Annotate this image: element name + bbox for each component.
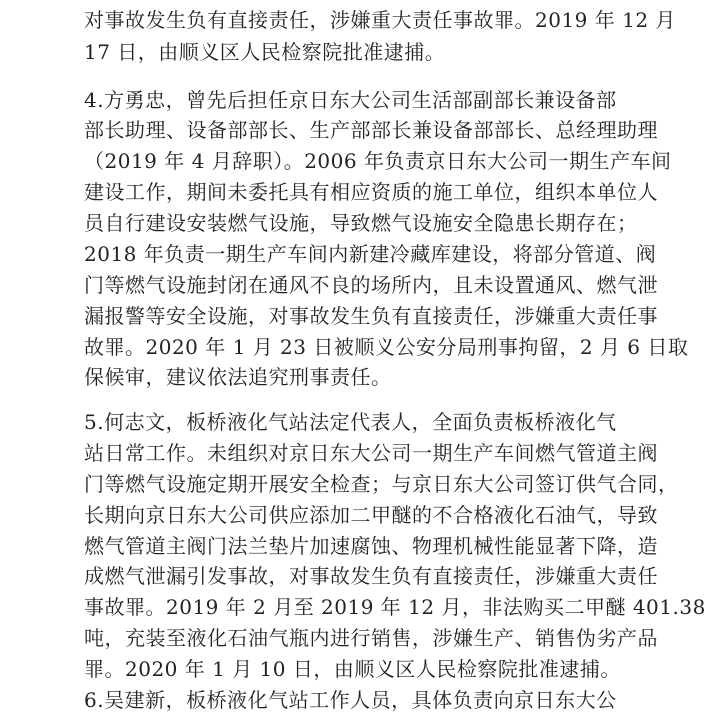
text-line: 漏报警等安全设施，对事故发生负有直接责任，涉嫌重大责任事 <box>84 304 658 328</box>
text-line: 门等燃气设施定期开展安全检查；与京日东大公司签订供气合同， <box>84 472 679 496</box>
text-line: 保候审，建议依法追究刑事责任。 <box>84 365 392 389</box>
text-line: 事故罪。2019 年 2 月至 2019 年 12 月，非法购买二甲醚 401.38 <box>84 595 706 619</box>
text-line: 17 日，由顺义区人民检察院批准逮捕。 <box>84 40 446 64</box>
text-line: 站日常工作。未组织对京日东大公司一期生产车间燃气管道主阀 <box>84 441 658 465</box>
text-line: 长期向京日东大公司供应添加二甲醚的不合格液化石油气，导致 <box>84 503 658 527</box>
text-line: 燃气管道主阀门法兰垫片加速腐蚀、物理机械性能显著下降，造 <box>84 534 658 558</box>
text-line: 5.何志文，板桥液化气站法定代表人，全面负责板桥液化气 <box>84 410 617 434</box>
text-line: 部长助理、设备部部长、生产部部长兼设备部部长、总经理助理 <box>84 118 658 142</box>
text-line: 建设工作，期间未委托具有相应资质的施工单位，组织本单位人 <box>84 180 658 204</box>
text-line: 对事故发生负有直接责任，涉嫌重大责任事故罪。2019 年 12 月 <box>84 8 676 32</box>
text-line: 成燃气泄漏引发事故，对事故发生负有直接责任，涉嫌重大责任 <box>84 564 658 588</box>
text-line: （2019 年 4 月辞职）。2006 年负责京日东大公司一期生产车间 <box>84 149 672 173</box>
text-line: 罪。2020 年 1 月 10 日，由顺义区人民检察院批准逮捕。 <box>84 657 621 681</box>
text-line: 故罪。2020 年 1 月 23 日被顺义公安分局刑事拘留，2 月 6 日取 <box>84 335 689 359</box>
text-line: 员自行建设安装燃气设施，导致燃气设施安全隐患长期存在； <box>84 211 638 235</box>
text-line: 2018 年负责一期生产车间内新建冷藏库建设，将部分管道、阀 <box>84 242 657 266</box>
text-line: 4.方勇忠，曾先后担任京日东大公司生活部副部长兼设备部 <box>84 88 617 112</box>
text-line: 门等燃气设施封闭在通风不良的场所内，且未设置通风、燃气泄 <box>84 273 658 297</box>
text-line: 吨，充装至液化石油气瓶内进行销售，涉嫌生产、销售伪劣产品 <box>84 626 658 650</box>
text-line: 6.吴建新，板桥液化气站工作人员，具体负责向京日东大公 <box>84 688 617 712</box>
